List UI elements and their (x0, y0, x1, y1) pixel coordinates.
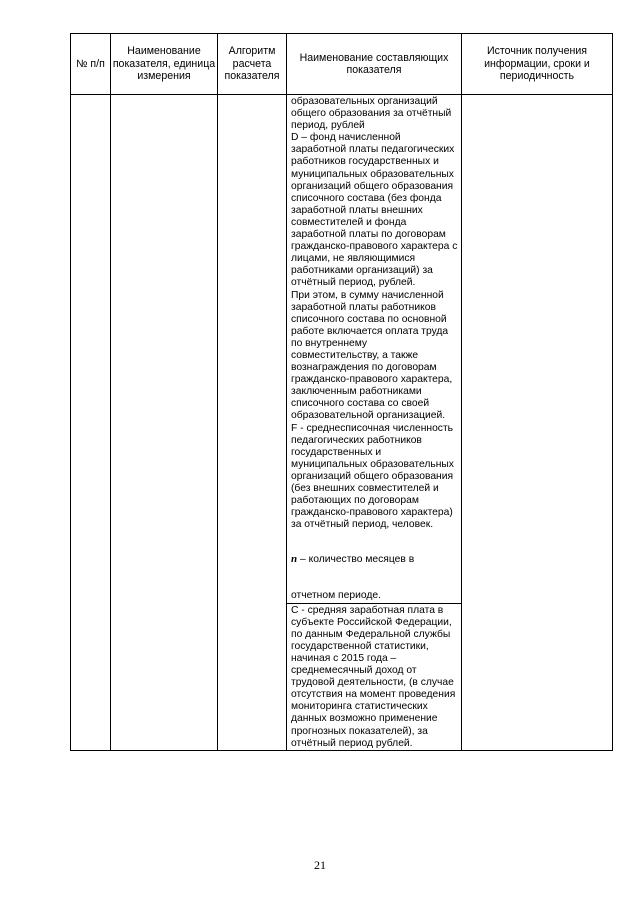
n-symbol: n (291, 553, 298, 566)
header-num: № п/п (71, 34, 111, 95)
components-note: При этом, в сумму начисленной заработной платы работников списочного состава по основной работе включается оплата труда по внутреннему совместительству, а также вознаграждения по договорам гражданско-правового характера, заключенным работниками списочного состава со своей образовательной организацией. (291, 289, 453, 422)
header-indicator: Наименование показателя, единица измерения (111, 34, 218, 95)
n-text: – количество месяцев в (297, 554, 415, 566)
components-n-period: отчетном периоде. (291, 590, 381, 602)
cell-source (462, 95, 613, 751)
table-row (71, 95, 613, 604)
cell-indicator (111, 95, 218, 751)
indicator-table (70, 33, 613, 751)
table-header-row (71, 34, 613, 95)
header-source: Источник получения информации, сроки и периодичность (462, 34, 613, 95)
components-line1: образовательных организаций общего образования за отчётный период, рублей (291, 96, 452, 132)
components-f-definition: F - среднесписочная численность педагогических работников государственных и муниципальных образовательных организаций общего образования (без внешних совместителей и работающих по договорам гражданско-правового характера) за отчётный период, человек. (291, 422, 454, 531)
header-algorithm: Алгоритм расчета показателя (218, 34, 287, 95)
components-c-definition: С - средняя заработная плата в субъекте Российской Федерации, по данным Федеральной службы государственной статистики, начиная с 2015 года – среднемесячный доход от трудовой деятельности, (в случае отсутствия на момент проведения мониторинга статистических данных возможно применение прогнозных показателей), за отчётный период рублей. (291, 604, 456, 749)
cell-algorithm (218, 95, 287, 751)
header-components: Наименование составляющих показателя (287, 34, 462, 95)
page-number: 21 (314, 858, 326, 872)
components-n-definition (291, 553, 458, 566)
cell-components-1 (287, 95, 462, 604)
components-d-definition: D – фонд начисленной заработной платы педагогических работников государственных и муниципальных образовательных организаций общего образования списочного состава (без фонда заработной платы внешних совместителей и фонда заработной платы по договорам гражданско-правового характера с лицами, не являющимися работниками организаций) за отчётный период, рублей. (291, 132, 458, 289)
cell-num (71, 95, 111, 751)
cell-components-2 (287, 603, 462, 750)
